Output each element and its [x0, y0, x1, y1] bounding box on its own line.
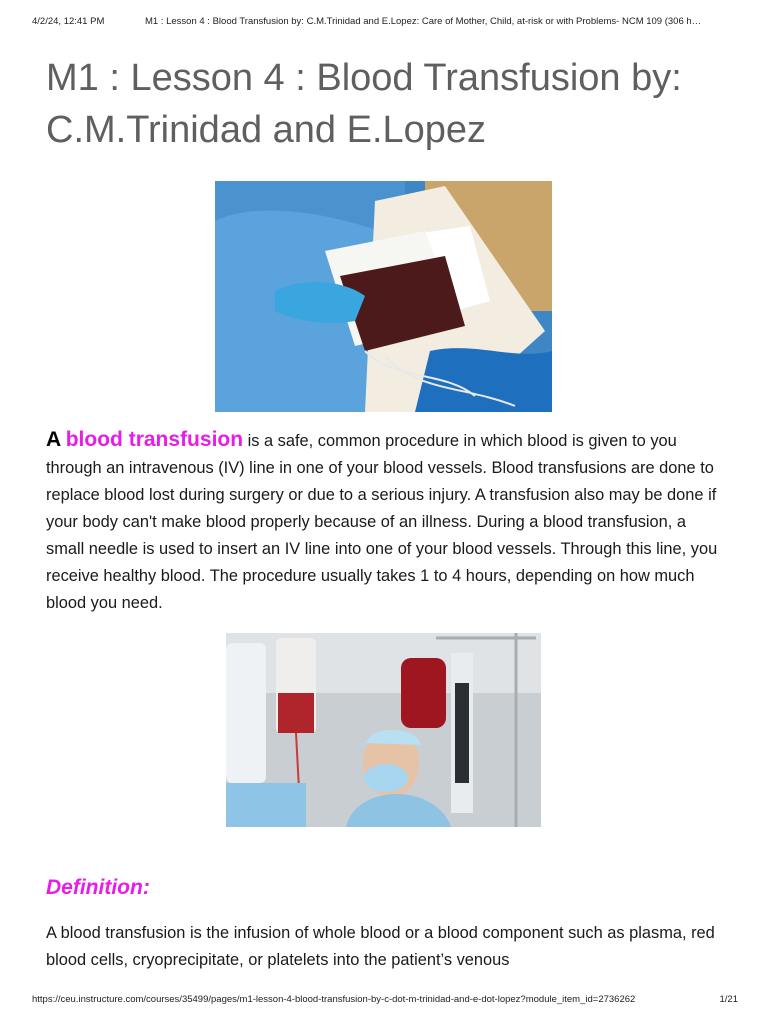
page-title: M1 : Lesson 4 : Blood Transfusion by: C.M.Trinidad and E.Lopez — [46, 57, 682, 151]
print-datetime: 4/2/24, 12:41 PM — [32, 16, 105, 27]
print-footer — [32, 994, 738, 1005]
page-number: 1/21 — [719, 994, 738, 1005]
nurse-iv-bag-photo — [226, 633, 541, 827]
page-url: https://ceu.instructure.com/courses/35499/pages/m1-lesson-4-blood-transfusion-by-c-dot-m-trinidad-and-e-dot-lopez?module_item_id=2736262 — [32, 994, 636, 1005]
definition-heading: Definition: — [46, 876, 150, 899]
definition-paragraph: A blood transfusion is the infusion of whole blood or a blood component such as plasma, red blood cells, cryoprecipitate, or platelets into the patient’s venous — [46, 924, 715, 969]
intro-lead: A — [46, 428, 62, 451]
blood-transfusion-term: blood transfusion — [65, 428, 244, 451]
print-doc-title: M1 : Lesson 4 : Blood Transfusion by: C.M.Trinidad and E.Lopez: Care of Mother, Child, at-risk or with Problems- NCM 109 (306 h… — [145, 16, 702, 27]
intro-paragraph — [46, 426, 726, 617]
print-header — [32, 16, 742, 27]
intro-text: is a safe, common procedure in which blood is given to you through an intravenous (IV) line in one of your blood vessels. Blood transfusions are done to replace blood lost during surgery or due to a serious injury. A transfusion also may be done if your body can't make blood properly because of an illness. During a blood transfusion, a small needle is used to insert an IV line into one of your blood vessels. Through this line, you receive healthy blood. The procedure usually takes 1 to 4 hours, depending on how much blood you need. — [46, 432, 718, 612]
blood-bags-photo — [215, 181, 552, 412]
